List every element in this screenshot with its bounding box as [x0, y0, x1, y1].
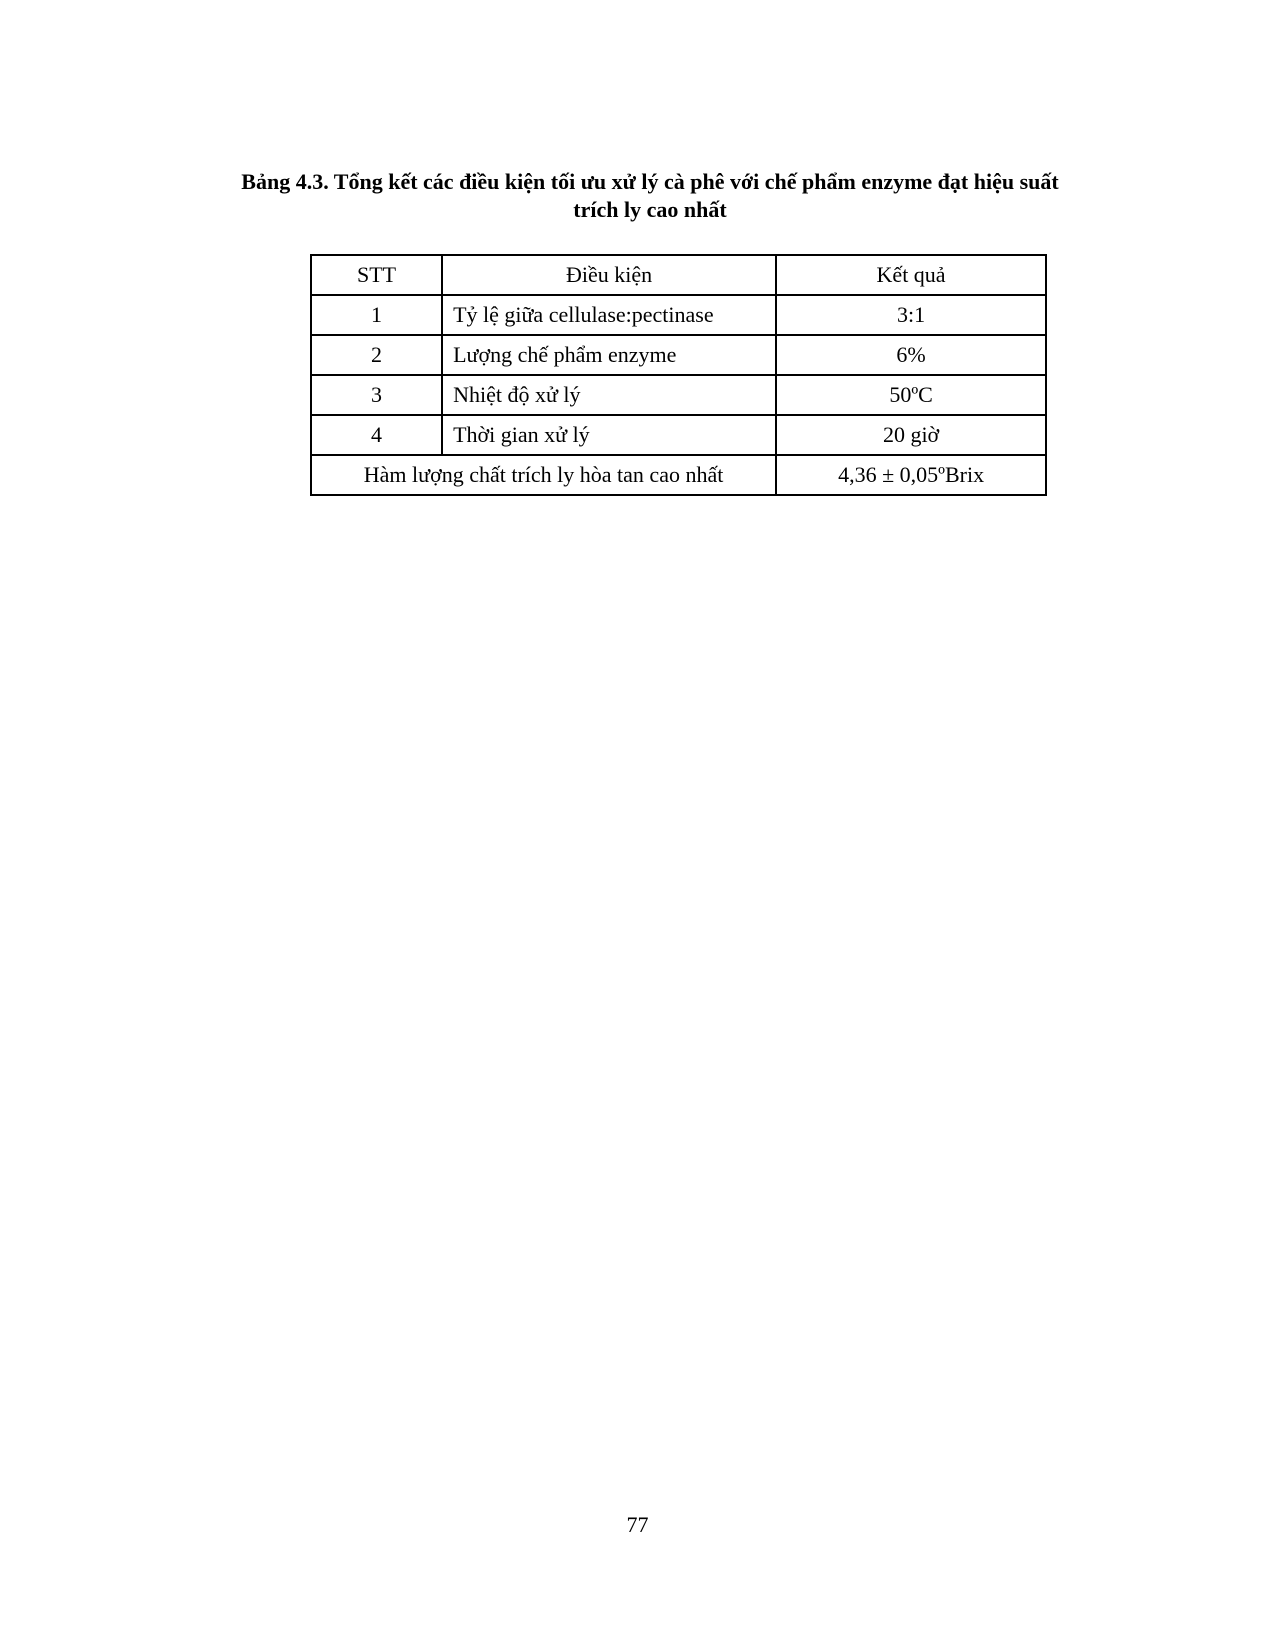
header-stt: STT: [311, 255, 442, 295]
row-condition: Lượng chế phẩm enzyme: [442, 335, 776, 375]
summary-label: Hàm lượng chất trích ly hòa tan cao nhất: [311, 455, 776, 495]
summary-row: [311, 455, 1046, 495]
row-stt: 1: [311, 295, 442, 335]
table-row: [311, 375, 1046, 415]
table-caption-line-1: Bảng 4.3. Tổng kết các điều kiện tối ưu xử lý cà phê với chế phẩm enzyme đạt hiệu suất: [241, 169, 1059, 194]
row-result: 50ºC: [776, 375, 1046, 415]
page-number: 77: [626, 1512, 649, 1537]
row-condition: Tỷ lệ giữa cellulase:pectinase: [442, 295, 776, 335]
row-stt: 2: [311, 335, 442, 375]
summary-result: 4,36 ± 0,05ºBrix: [776, 455, 1046, 495]
row-result: 3:1: [776, 295, 1046, 335]
table-caption-line-2: trích ly cao nhất: [573, 197, 727, 222]
row-stt: 3: [311, 375, 442, 415]
table-header-row: [311, 255, 1046, 295]
table-row: [311, 335, 1046, 375]
table-caption: [200, 168, 1100, 224]
table-row: [311, 295, 1046, 335]
row-result: 6%: [776, 335, 1046, 375]
header-result: Kết quả: [776, 255, 1046, 295]
header-condition: Điều kiện: [442, 255, 776, 295]
table-row: [311, 415, 1046, 455]
row-result: 20 giờ: [776, 415, 1046, 455]
row-condition: Nhiệt độ xử lý: [442, 375, 776, 415]
row-condition: Thời gian xử lý: [442, 415, 776, 455]
optimal-conditions-table: [310, 254, 1047, 496]
row-stt: 4: [311, 415, 442, 455]
